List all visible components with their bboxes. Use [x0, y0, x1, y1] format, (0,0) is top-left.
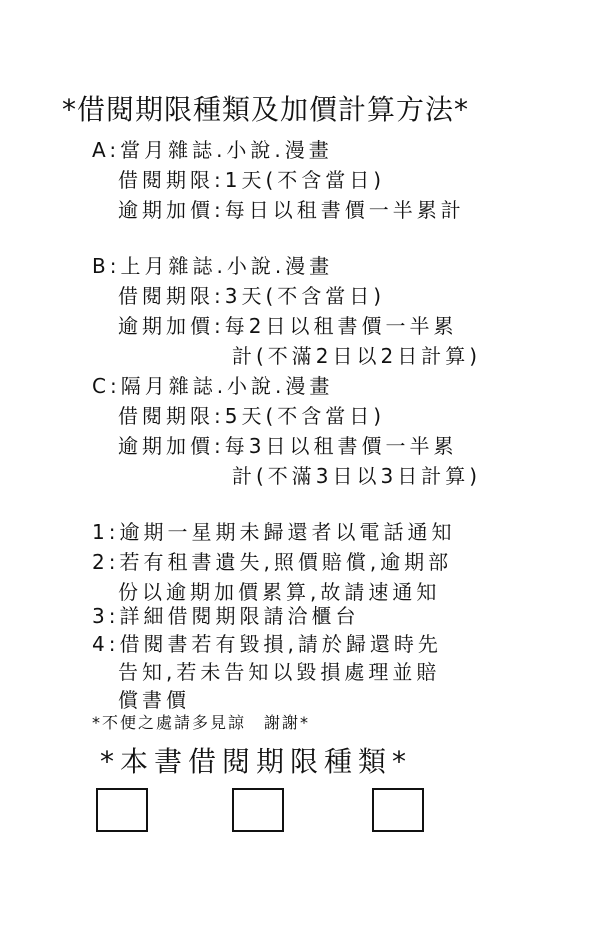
section-b-category: B:上月雜誌.小說.漫畫 — [92, 254, 334, 278]
section-c-period: 借閱期限:5天(不含當日) — [118, 404, 386, 428]
section-a-category: A:當月雜誌.小說.漫畫 — [92, 138, 333, 162]
section-a-period: 借閱期限:1天(不含當日) — [118, 168, 386, 192]
rule-4-cont-2: 償書價 — [118, 688, 190, 712]
section-c-category: C:隔月雜誌.小說.漫畫 — [92, 374, 334, 398]
section-c-late-fee: 逾期加價:每3日以租書價一半累 — [118, 434, 458, 458]
page-title: *借閱期限種類及加價計算方法* — [62, 93, 470, 126]
checkbox-1[interactable] — [96, 788, 148, 832]
rule-1: 1:逾期一星期未歸還者以電話通知 — [92, 520, 456, 544]
rental-type-title: *本書借閱期限種類* — [100, 745, 413, 778]
section-b-period: 借閱期限:3天(不含當日) — [118, 284, 386, 308]
apology-note: *不便之處請多見諒 謝謝* — [92, 713, 311, 732]
section-b-late-fee: 逾期加價:每2日以租書價一半累 — [118, 314, 458, 338]
rule-2: 2:若有租書遺失,照價賠償,逾期部 — [92, 550, 453, 574]
rule-2-cont: 份以逾期加價累算,故請速通知 — [118, 580, 441, 604]
checkbox-2[interactable] — [232, 788, 284, 832]
rule-3: 3:詳細借閱期限請洽櫃台 — [92, 604, 360, 628]
section-c-late-fee-cont: 計(不滿3日以3日計算) — [232, 464, 482, 488]
rule-4: 4:借閱書若有毀損,請於歸還時先 — [92, 632, 442, 656]
section-b-late-fee-cont: 計(不滿2日以2日計算) — [232, 344, 482, 368]
checkbox-3[interactable] — [372, 788, 424, 832]
section-a-late-fee: 逾期加價:每日以租書價一半累計 — [118, 198, 465, 222]
rule-4-cont-1: 告知,若未告知以毀損處理並賠 — [118, 660, 441, 684]
